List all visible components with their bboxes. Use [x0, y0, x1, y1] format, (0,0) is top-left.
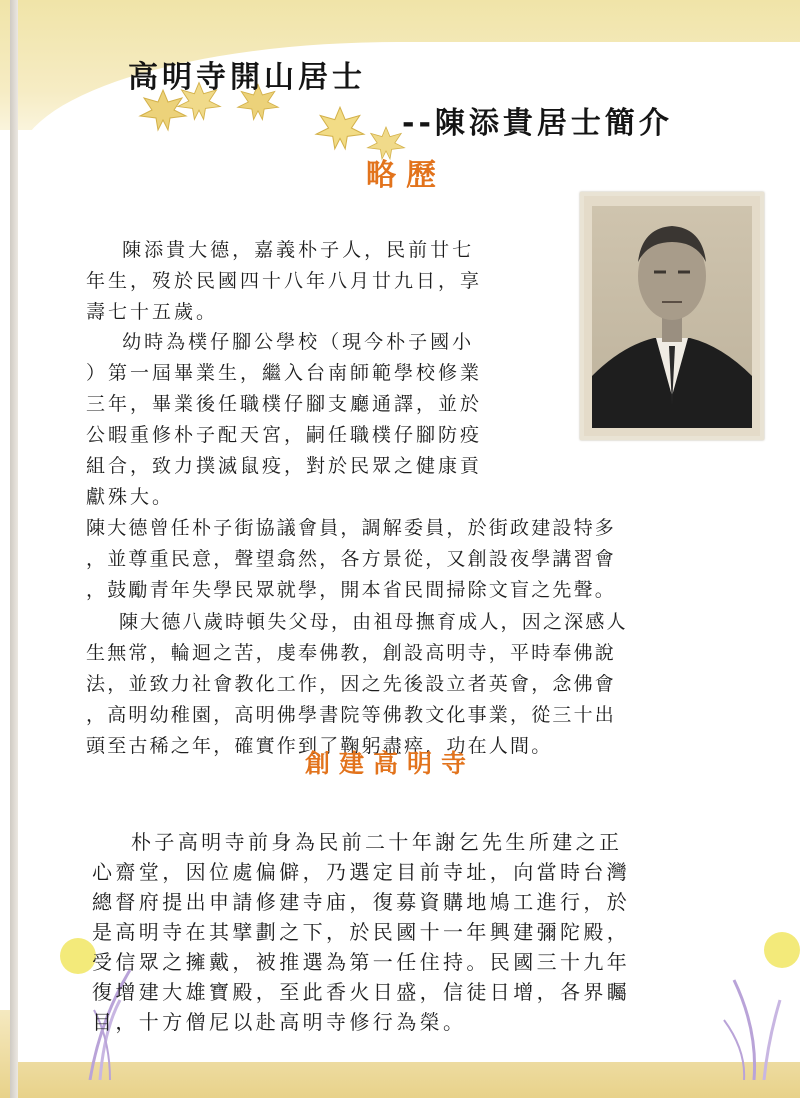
document-subtitle: --陳添貴居士簡介 [402, 106, 673, 141]
paragraph: 朴子高明寺前身為民前二十年謝乞先生所建之正 心齋堂，因位處偏僻，乃選定目前寺址，向當時台灣 總督府提出申請修建寺庙，復募資購地鳩工進行，於 是高明寺在其擘劃之下，於民國十一年興建彌陀殿， 受信眾之擁戴，被推選為第一任住持。民國三十九年 復增建大雄寶殿，至此香火日盛，信徒日增，各界矚 目，十方僧尼以赴高明寺修行為榮。 [92, 830, 631, 1034]
paragraph: 幼時為樸仔腳公學校（現今朴子國小 ）第一屆畢業生，繼入台南師範學校修業 三年，畢業後任職樸仔腳支廳通譯，並於 公暇重修朴子配天宮，嗣任職樸仔腳防疫 組合，致力撲滅鼠疫，對於民眾之健康貢 獻殊大。 [86, 331, 483, 508]
paragraph: 陳大德八歲時頓失父母，由祖母撫育成人，因之深感人 生無常，輪迴之苦，虔奉佛教，創設高明寺，平時奉佛說 法，並致力社會教化工作，因之先後設立者英會，念佛會 ，高明幼稚園，高明佛學書院等佛教文化事業，從三十出 頭至古稀之年，確實作到了鞠躬盡瘁，功在人間。 [86, 611, 628, 757]
grass-icon [714, 960, 784, 1080]
paragraph: 陳添貴大德，嘉義朴子人，民前廿七 年生，歿於民國四十八年八月廿九日，享 壽七十五歲。 [86, 239, 483, 323]
section-heading-build: 創建高明寺 [305, 749, 476, 778]
portrait-photo [580, 192, 764, 440]
section-heading-brief: 略歷 [366, 158, 446, 193]
maple-leaf-icon [314, 104, 366, 152]
page-edge [10, 0, 18, 1098]
portrait-figure-icon [592, 206, 752, 428]
paragraph: 陳大德曾任朴子街協議會員，調解委員，於街政建設特多 ，並尊重民意，聲望翕然，各方景從，又創設夜學講習會 ，鼓勵青年失學民眾就學，開本省民間掃除文盲之先聲。 [86, 517, 617, 601]
document-title: 高明寺開山居士 [128, 60, 366, 95]
